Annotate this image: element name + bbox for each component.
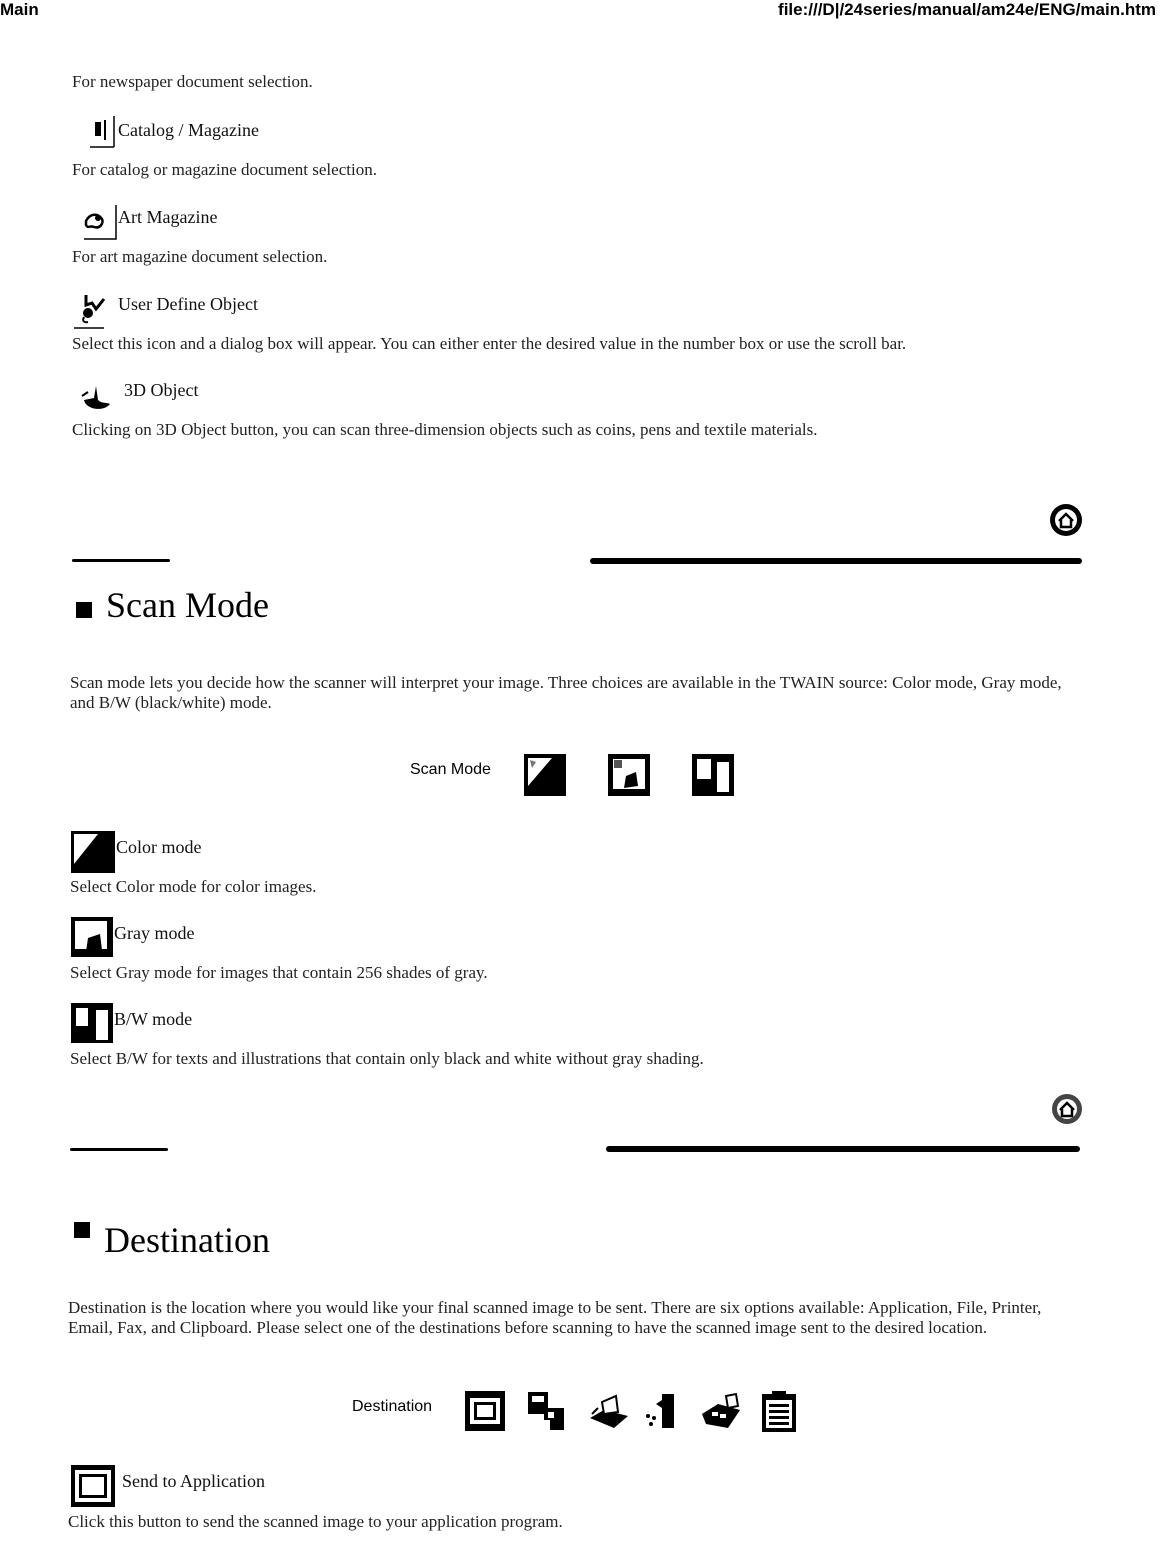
color-mode-description: Select Color mode for color images. (70, 877, 317, 896)
user-define-description: Select this icon and a dialog box will appear. You can either enter the desired value in the number box or use the scroll bar. (72, 334, 907, 353)
gray-mode-description: Select Gray mode for images that contain 256 shades of gray. (70, 963, 488, 982)
section-divider-right (606, 1146, 1080, 1152)
color-mode-label: Color mode (116, 837, 202, 857)
clipboard-destination-button[interactable] (756, 1388, 802, 1434)
destination-heading: Destination (104, 1220, 270, 1260)
user-define-label: User Define Object (118, 294, 258, 314)
gray-mode-button[interactable] (606, 752, 652, 798)
bw-mode-description: Select B/W for texts and illustrations that contain only black and white without gray shading. (70, 1049, 704, 1068)
newspaper-description: For newspaper document selection. (72, 72, 313, 91)
art-magazine-icon[interactable] (80, 203, 118, 241)
bw-mode-icon[interactable] (70, 1002, 114, 1044)
art-magazine-description: For art magazine document selection. (72, 247, 328, 266)
color-mode-icon[interactable] (70, 830, 116, 874)
scan-mode-toolbar-label: Scan Mode (410, 761, 491, 778)
color-mode-button[interactable] (522, 752, 568, 798)
email-destination-button[interactable] (640, 1388, 686, 1434)
destination-intro: Destination is the location where you would like your final scanned image to be sent. There are six options available: Application, File, Printer, Email, Fax, and Clipboard. Please select one of the destinations before scanning to have the scanned image sent to the desired location. (68, 1298, 1042, 1337)
home-icon[interactable] (1048, 502, 1084, 538)
catalog-label: Catalog / Magazine (118, 120, 259, 140)
page-header-title: Main (0, 0, 39, 19)
section-divider-right (590, 558, 1082, 564)
3d-object-icon[interactable] (80, 380, 112, 412)
scan-mode-intro: Scan mode lets you decide how the scanner will interpret your image. Three choices are available in the TWAIN source: Color mode, Gray mode, and B/W (black/white) mode. (70, 673, 1062, 712)
application-destination-button[interactable] (462, 1388, 508, 1434)
bw-mode-label: B/W mode (114, 1009, 193, 1029)
gray-mode-label: Gray mode (114, 923, 195, 943)
send-to-application-label: Send to Application (122, 1471, 265, 1491)
heading-bullet (76, 602, 92, 618)
section-divider-left (70, 1148, 168, 1151)
fax-destination-button[interactable] (698, 1388, 744, 1434)
catalog-icon[interactable] (88, 114, 118, 152)
page-header-url: file:///D|/24series/manual/am24e/ENG/main.htm (778, 0, 1156, 19)
3d-object-label: 3D Object (124, 380, 199, 400)
section-divider-left (72, 559, 170, 562)
art-magazine-label: Art Magazine (118, 207, 218, 227)
home-icon[interactable] (1050, 1092, 1084, 1126)
printer-destination-button[interactable] (586, 1388, 632, 1434)
send-to-application-icon[interactable] (70, 1464, 116, 1508)
file-destination-button[interactable] (524, 1388, 570, 1434)
heading-bullet (74, 1222, 90, 1238)
bw-mode-button[interactable] (690, 752, 736, 798)
scan-mode-heading: Scan Mode (106, 585, 269, 625)
catalog-description: For catalog or magazine document selection. (72, 160, 377, 179)
destination-toolbar-label: Destination (352, 1398, 433, 1415)
send-to-application-description: Click this button to send the scanned image to your application program. (68, 1512, 563, 1531)
user-define-icon[interactable] (74, 289, 114, 329)
gray-mode-icon[interactable] (70, 916, 114, 958)
3d-object-description: Clicking on 3D Object button, you can scan three-dimension objects such as coins, pens and textile materials. (72, 420, 818, 439)
